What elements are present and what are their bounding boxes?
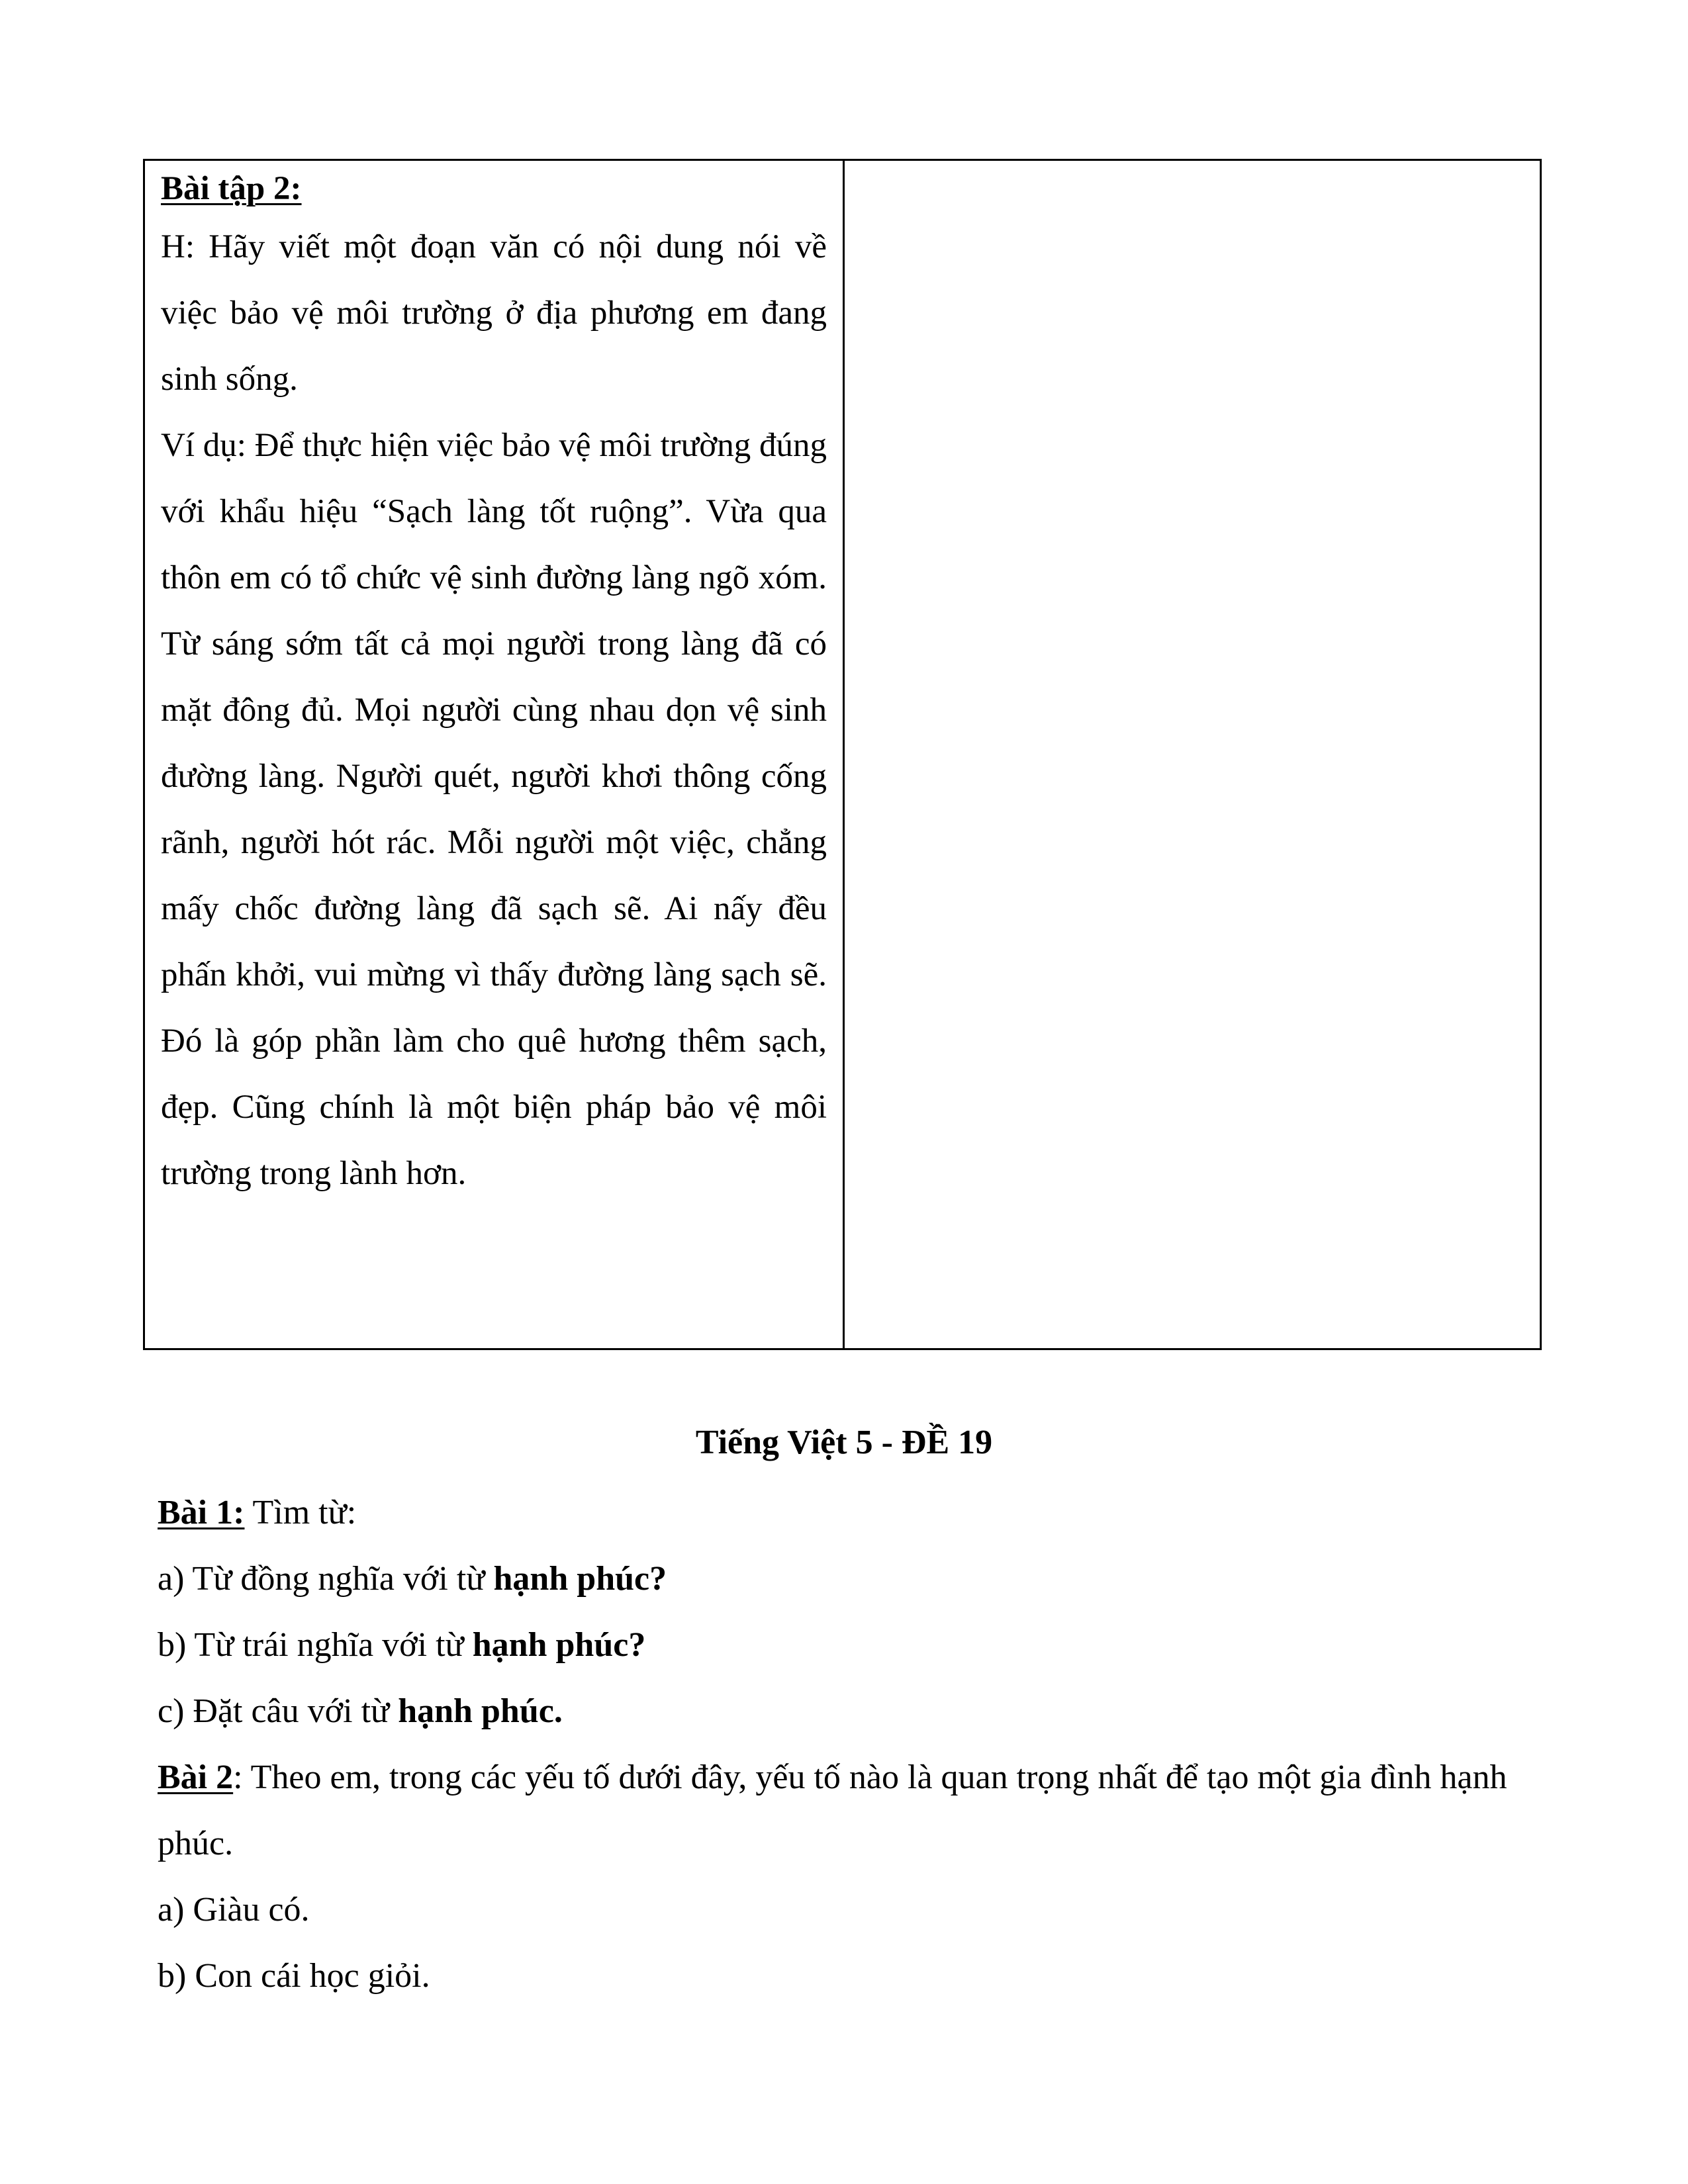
bai1-item-c (158, 1678, 1534, 1745)
section-title: Tiếng Việt 5 - ĐỀ 19 (695, 1424, 993, 1461)
exercise-content (145, 161, 843, 1206)
bai1-item-b-bold: hạnh phúc? (472, 1626, 646, 1664)
bai1-label: Bài 1: (158, 1494, 245, 1531)
exercise-cell (144, 160, 844, 1349)
bai1-item-a-bold: hạnh phúc? (493, 1560, 667, 1598)
bai1-heading (158, 1480, 1534, 1546)
exercise-question: H: Hãy viết một đoạn văn có nội dung nói về việc bảo vệ môi trường ở địa phương em đang sinh sống. (161, 228, 827, 398)
table-row (144, 160, 1541, 1349)
exercise-example: Ví dụ: Để thực hiện việc bảo vệ môi trường đúng với khẩu hiệu “Sạch làng tốt ruộng”. Vừa qua thôn em có tổ chức vệ sinh đường làng ngõ xóm. Từ sáng sớm tất cả mọi người trong làng đã có mặt đông đủ. Mọi người cùng nhau dọn vệ sinh đường làng. Người quét, người khơi thông cống rãnh, người hót rác. Mỗi người một việc, chẳng mấy chốc đường làng đã sạch sẽ. Ai nấy đều phấn khởi, vui mừng vì thấy đường làng sạch sẽ. Đó là góp phần làm cho quê hương thêm sạch, đẹp. Cũng chính là một biện pháp bảo vệ môi trường trong lành hơn. (161, 427, 827, 1192)
exam-body (158, 1480, 1534, 2009)
bai1-item-c-bold: hạnh phúc. (398, 1692, 563, 1730)
answer-cell (844, 160, 1541, 1349)
exercise-title: Bài tập 2: (161, 170, 302, 207)
bai1-item-a-prefix: a) Từ đồng nghĩa với từ (158, 1560, 494, 1598)
bai1-item-c-prefix: c) Đặt câu với từ (158, 1692, 399, 1730)
bai1-item-a (158, 1546, 1534, 1612)
bai1-item-b-prefix: b) Từ trái nghĩa với từ (158, 1626, 473, 1664)
bai2-option-a: a) Giàu có. (158, 1891, 310, 1929)
bai2-heading (158, 1745, 1534, 1877)
exercise-table (143, 159, 1542, 1350)
bai1-item-b (158, 1612, 1534, 1678)
bai1-text: Tìm từ: (244, 1494, 357, 1531)
bai2-text: : Theo em, trong các yếu tố dưới đây, yếu tố nào là quan trọng nhất để tạo một gia đình hạnh phúc. (158, 1758, 1507, 1862)
bai2-label: Bài 2 (158, 1758, 234, 1796)
bai2-option-b: b) Con cái học giỏi. (158, 1957, 430, 1995)
